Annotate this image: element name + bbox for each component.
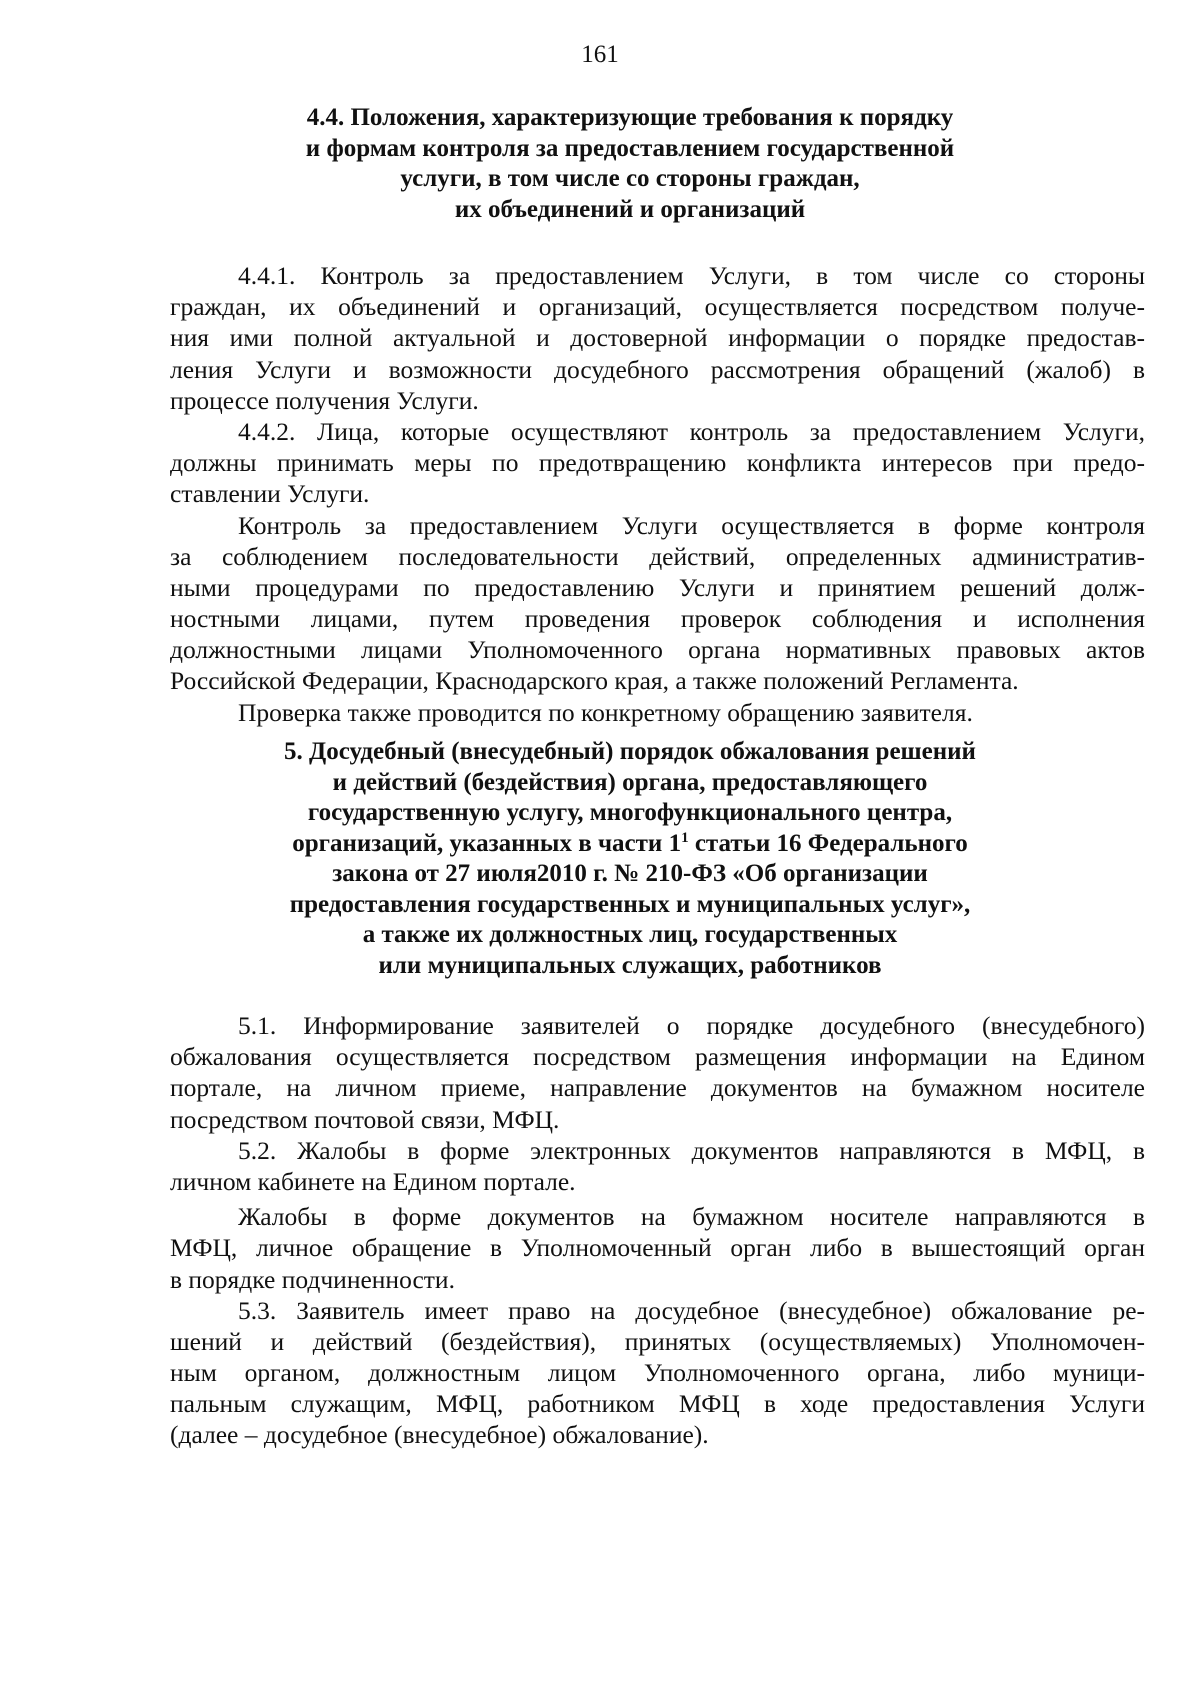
heading-line: 5. Досудебный (внесудебный) порядок обжалования решений (284, 738, 976, 765)
paragraph-4-4-2 (170, 416, 1145, 510)
text-line: ным органом, должностным лицом Уполномоченного органа, либо муници- (170, 1358, 1145, 1388)
paragraph-5-3 (170, 1295, 1145, 1451)
paragraph-check (170, 697, 1145, 728)
text-line: Жалобы в форме документов на бумажном носителе направляются в (238, 1202, 1145, 1232)
text-line: Контроль за предоставлением Услуги осуществляется в форме контроля (238, 510, 1145, 540)
section-4-4-body (170, 260, 1145, 728)
text-line: 4.4.1. Контроль за предоставлением Услуги, в том числе со стороны (238, 261, 1145, 290)
text-line: ния ими полной актуальной и достоверной информации о порядке предостав- (170, 323, 1145, 353)
text-line: (далее – досудебное (внесудебное) обжалование). (170, 1420, 709, 1450)
text-line: личном кабинете на Едином портале. (170, 1166, 576, 1196)
paragraph-paper-complaints (170, 1201, 1145, 1295)
text-line: ления Услуги и возможности досудебного рассмотрения обращений (жалоб) в (170, 354, 1145, 384)
heading-line: и действий (бездействия) органа, предоставляющего (332, 768, 928, 796)
text-line: за соблюдением последовательности действий, определенных административ- (170, 541, 1145, 571)
paragraph-control (170, 510, 1145, 697)
text-line: в порядке подчиненности. (170, 1264, 455, 1294)
heading-line: их объединений и организаций (454, 195, 806, 223)
heading-line: услуги, в том числе со стороны граждан, (400, 165, 860, 192)
text-line: МФЦ, личное обращение в Уполномоченный орган либо в вышестоящий орган (170, 1233, 1145, 1263)
heading-line: или муниципальных служащих, работников (378, 951, 882, 979)
text-line: граждан, их объединений и организаций, осуществляется посредством получе- (170, 292, 1145, 322)
page-number: 161 (581, 41, 619, 68)
heading-line: закона от 27 июля2010 г. № 210-ФЗ «Об организации (332, 860, 928, 887)
text-line: Российской Федерации, Краснодарского края, а также положений Регламента. (170, 666, 1019, 696)
section-4-4-heading (170, 103, 1090, 225)
text-line: портале, на личном приеме, направление документов на бумажном носителе (170, 1073, 1145, 1103)
section-5-body (170, 1010, 1145, 1451)
text-line: должны принимать меры по предотвращению конфликта интересов при предо- (170, 448, 1145, 478)
text-line: 5.2. Жалобы в форме электронных документов направляются в МФЦ, в (238, 1135, 1145, 1165)
heading-line: государственную услугу, многофункционального центра, (307, 799, 953, 826)
text-line: посредством почтовой связи, МФЦ. (170, 1104, 560, 1134)
text-line: процессе получения Услуги. (170, 385, 479, 415)
text-line: ными процедурами по предоставлению Услуги и принятием решений долж- (170, 572, 1145, 602)
text-line: шений и действий (бездействия), принятых (осуществляемых) Уполномочен- (170, 1326, 1145, 1356)
text-line: ностными лицами, путем проведения проверок соблюдения и исполнения (170, 604, 1145, 634)
text-line: обжалования осуществляется посредством размещения информации на Едином (170, 1042, 1145, 1072)
paragraph-5-2 (170, 1135, 1145, 1197)
heading-line: предоставления государственных и муниципальных услуг», (289, 890, 971, 918)
heading-line: и формам контроля за предоставлением государственной (305, 134, 955, 162)
text-line: Проверка также проводится по конкретному обращению заявителя. (238, 697, 973, 727)
heading-line: 4.4. Положения, характеризующие требования к порядку (306, 104, 954, 131)
text-line: ставлении Услуги. (170, 479, 370, 509)
text-line: должностными лицами Уполномоченного органа нормативных правовых актов (170, 635, 1145, 665)
text-line: пальным служащим, МФЦ, работником МФЦ в ходе предоставления Услуги (170, 1389, 1145, 1419)
superscript: 1 (681, 829, 689, 846)
text-line: 5.1. Информирование заявителей о порядке досудебного (внесудебного) (238, 1011, 1145, 1040)
text-line: 4.4.2. Лица, которые осуществляют контроль за предоставлением Услуги, (238, 416, 1145, 446)
heading-text: статьи 16 Федерального (694, 829, 968, 857)
text-line: 5.3. Заявитель имеет право на досудебное (внесудебное) обжалование ре- (238, 1295, 1145, 1325)
heading-line (170, 829, 1090, 860)
paragraph-4-4-1 (170, 260, 1145, 416)
section-5-heading (170, 737, 1090, 981)
heading-text: организаций, указанных в части 1 (292, 829, 682, 857)
heading-line: а также их должностных лиц, государственных (362, 921, 898, 948)
paragraph-5-1 (170, 1010, 1145, 1135)
